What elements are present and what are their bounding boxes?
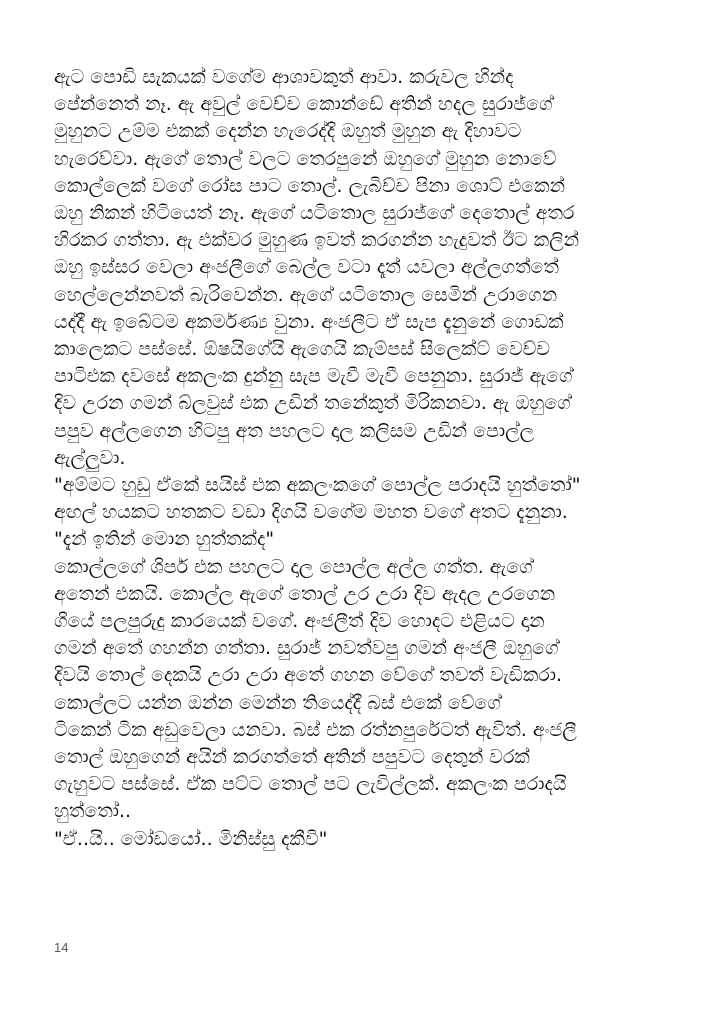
text-line: පේන්නෙත් නෑ. ඇ අවුල් වෙච්ච කොන්ඩේ අතින් හදල සුරාජ්ගේ — [54, 93, 553, 116]
body-text — [54, 64, 686, 853]
text-line: හිරකර ගත්තා. ඇ එක්වර මුහුණ ඉවත් කරගන්න හැදුවත් ඊට කලින් — [54, 229, 580, 252]
text-line: හැරෙව්වා. ඇගේ තොල් වලට තෙරපුනේ ඔහුගේ මුහුන නොවේ — [54, 147, 557, 170]
text-line: තොල් ඔහුගෙන් අයින් කරගත්තේ අතින් පපුවට දෙතුන් වරක් — [54, 746, 530, 769]
text-line: පපුව අල්ලගෙන හිටපු අත පහලට දාල කලිසම උඩින් පොල්ල — [54, 419, 535, 442]
text-line: දිව උරන ගමන් බ්ලවුස් එක උඩින් තනේකුත් මිරිකනවා. ඇ ඔහුගේ — [54, 392, 571, 415]
text-line: මුහුනට උම්ම එකක් දෙන්න හැරෙද්දි ඔහුත් මුහුන ඇ දිහාවට — [54, 120, 522, 143]
text-line: ගමන් අතේ ගහන්න ගත්තා. සුරාජ් නවත්වපු ගමන් අංජලී ඔහුගේ — [54, 637, 559, 660]
text-line: පාටිඑක දවසේ අකලංක දුන්නු සැප මැවී මැවී පෙනුනා. සුරාජ් ඇගේ — [54, 365, 573, 388]
text-line: අඟල් හයකට හතකට වඩා දිගයි වගේම මහත වගේ අතට දැනුනා. — [54, 501, 568, 524]
text-line: කොල්ලෙක් වගේ රෝස පාට තොල්. ලැබිච්ච පිනා ශොට් එකෙන් — [54, 174, 566, 197]
text-line: යද්දී ඇ ඉබේටම අකර්මණ්‍ය වුනා. අංජලීට ඒ සැප දැනුනේ ගොඩක් — [54, 310, 564, 333]
page-number: 14 — [54, 940, 69, 955]
text-line: ටිකෙන් ටික අඩුවෙලා යනවා. බස් එක රත්නපුරේටත් ඇවිත්. අංජලී — [54, 718, 577, 741]
text-line: හුත්තෝ.. — [54, 800, 132, 823]
text-line: ගැහුවට පස්සේ. ඒක පට්ට තොල් පට ලැවිල්ලක්. අකලංක පරාදයි — [54, 773, 567, 796]
text-line: ඔහු නිකන් හිටියෙත් නෑ. ඇගේ යටිතොල සුරාජ්ගේ දෙතොල් අතර — [54, 202, 575, 225]
text-line: කොල්ලගේ ශිපර් එක පහලට දාල පොල්ල අල්ල ගත්ත. ඇගේ — [54, 555, 533, 578]
text-line: දිවයි තොල් දෙකයි උරා උරා අතේ ගහන වේගේ තවත් වැඩිකරා. — [54, 664, 563, 687]
text-line: ඔහු ඉස්සර වෙලා අංජලීගේ බෙල්ල වටා දෑත් යවලා අල්ලගත්තේ — [54, 256, 559, 279]
text-line: ගියේ පලපුරුදු කාරයෙක් වගේ. අංජලීත් දිව හොදට එළියට දාන — [54, 610, 545, 633]
text-line: ඇට පොඩි සැකයක් වගේම ආශාවකුත් ආවා. කරුවල හින්ද — [54, 66, 514, 88]
text-line: කොල්ලට යන්න ඔන්න මෙන්න තියෙද්දී බස් එකේ වේගේ — [54, 691, 501, 714]
dialogue-line: "ඒ..යි.. මෝඩයෝ.. මිනිස්සු දකීවි" — [54, 827, 328, 850]
dialogue-line: "අම්මට හුඩු ඒකේ සයිස් එක අකලංකගේ පොල්ල පරාදයි හුත්තෝ" — [54, 474, 581, 497]
text-line: ඇල්ලුවා. — [54, 446, 126, 469]
text-line: හෙල්ලෙන්නවත් බැරිවෙන්න. ඇගේ යටිතොල සෙමින් උරාගෙන — [54, 283, 558, 306]
text-line: අතෙන් එකයි. කොල්ල ඇගේ තොල් උර උරා දිව ඇදල උරගෙන — [54, 582, 556, 605]
dialogue-line: "දැන් ඉතින් මොන හුත්තක්ද" — [54, 528, 275, 551]
text-line: කාලෙකට පස්සේ. ඕෂයිගේයි ඇගෙයි කැම්පස් සිලෙක්ට් වෙච්ච — [54, 338, 551, 361]
